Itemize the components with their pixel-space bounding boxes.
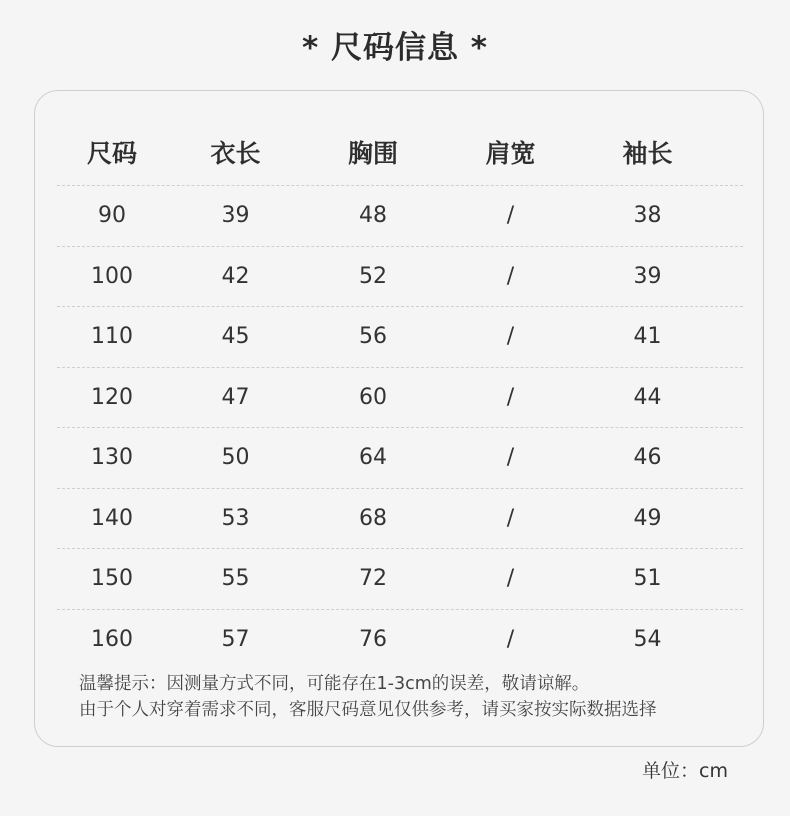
table-header-row bbox=[57, 119, 743, 185]
cell-chest: 60 bbox=[359, 384, 387, 410]
cell-shoulder: / bbox=[506, 324, 515, 350]
table-row bbox=[57, 367, 743, 428]
cell-length: 45 bbox=[221, 324, 250, 350]
cell-sleeve: 54 bbox=[633, 626, 662, 652]
cell-shoulder: / bbox=[506, 445, 515, 471]
header-shoulder: 肩宽 bbox=[485, 139, 536, 168]
cell-length: 42 bbox=[221, 263, 250, 289]
cell-sleeve: 39 bbox=[633, 263, 662, 289]
unit-label: 单位：cm bbox=[642, 760, 728, 782]
cell-shoulder: / bbox=[506, 384, 515, 410]
cell-size: 140 bbox=[91, 505, 133, 531]
cell-length: 55 bbox=[221, 566, 250, 592]
cell-chest: 68 bbox=[359, 505, 387, 531]
table-row bbox=[57, 548, 743, 609]
cell-size: 110 bbox=[91, 324, 133, 350]
table-row bbox=[57, 488, 743, 549]
cell-length: 50 bbox=[221, 445, 250, 471]
cell-shoulder: / bbox=[506, 203, 515, 229]
header-chest: 胸围 bbox=[347, 139, 398, 168]
cell-size: 160 bbox=[91, 626, 133, 652]
cell-chest: 76 bbox=[359, 626, 387, 652]
cell-chest: 56 bbox=[359, 324, 387, 350]
cell-size: 150 bbox=[91, 566, 133, 592]
table-row bbox=[57, 609, 743, 670]
cell-length: 53 bbox=[221, 505, 250, 531]
cell-sleeve: 44 bbox=[633, 384, 662, 410]
cell-chest: 52 bbox=[359, 263, 387, 289]
table-row bbox=[57, 306, 743, 367]
cell-length: 47 bbox=[221, 384, 250, 410]
cell-shoulder: / bbox=[506, 566, 515, 592]
cell-length: 39 bbox=[221, 203, 250, 229]
cell-length: 57 bbox=[221, 626, 250, 652]
size-chart-card bbox=[34, 90, 764, 747]
page-title: * 尺码信息 * bbox=[301, 30, 488, 66]
size-notes bbox=[79, 671, 657, 723]
cell-sleeve: 51 bbox=[633, 566, 662, 592]
table-row bbox=[57, 427, 743, 488]
header-size: 尺码 bbox=[86, 139, 137, 168]
size-table bbox=[57, 119, 743, 669]
cell-sleeve: 41 bbox=[633, 324, 662, 350]
table-row bbox=[57, 246, 743, 307]
note-line-1: 温馨提示：因测量方式不同，可能存在1-3cm的误差，敬请谅解。 bbox=[79, 674, 590, 694]
cell-chest: 72 bbox=[359, 566, 387, 592]
cell-size: 90 bbox=[98, 203, 126, 229]
cell-sleeve: 38 bbox=[633, 203, 662, 229]
cell-sleeve: 49 bbox=[633, 505, 662, 531]
cell-sleeve: 46 bbox=[633, 445, 662, 471]
cell-chest: 64 bbox=[359, 445, 387, 471]
cell-size: 130 bbox=[91, 445, 133, 471]
table-row bbox=[57, 185, 743, 246]
cell-shoulder: / bbox=[506, 263, 515, 289]
cell-size: 120 bbox=[91, 384, 133, 410]
cell-chest: 48 bbox=[359, 203, 387, 229]
header-sleeve: 袖长 bbox=[622, 139, 673, 168]
header-length: 衣长 bbox=[210, 139, 261, 168]
note-line-2: 由于个人对穿着需求不同，客服尺码意见仅供参考，请买家按实际数据选择 bbox=[79, 700, 657, 720]
cell-shoulder: / bbox=[506, 505, 515, 531]
cell-size: 100 bbox=[91, 263, 133, 289]
cell-shoulder: / bbox=[506, 626, 515, 652]
